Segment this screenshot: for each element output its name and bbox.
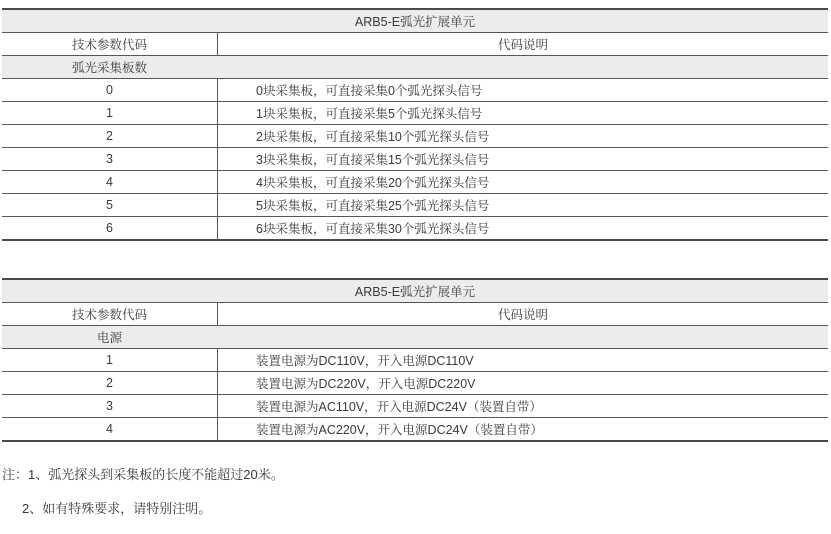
table-row <box>2 194 828 217</box>
column-header-code: 技术参数代码 <box>71 308 147 322</box>
code-cell: 3 <box>106 152 113 166</box>
table-row <box>2 372 828 395</box>
table-row <box>2 395 828 418</box>
code-cell: 1 <box>106 353 113 367</box>
code-cell: 4 <box>106 422 113 436</box>
section-label: 电源 <box>96 331 122 345</box>
table-section-row <box>2 56 828 79</box>
table-section-row <box>2 326 828 349</box>
code-cell: 1 <box>106 106 113 120</box>
code-cell: 5 <box>106 198 113 212</box>
description-cell: 0块采集板，可直接采集0个弧光探头信号 <box>217 79 828 101</box>
table-title: ARB5-E弧光扩展单元 <box>354 285 476 299</box>
description-cell: 2块采集板，可直接采集10个弧光探头信号 <box>217 125 828 147</box>
table-row <box>2 171 828 194</box>
table-row <box>2 148 828 171</box>
description-cell: 4块采集板，可直接采集20个弧光探头信号 <box>217 171 828 193</box>
column-header-description: 代码说明 <box>217 303 828 325</box>
table-row <box>2 125 828 148</box>
table-power-supply <box>2 278 828 442</box>
description-cell: 装置电源为DC220V，开入电源DC220V <box>217 372 828 394</box>
table-collection-boards <box>2 8 828 241</box>
table-title: ARB5-E弧光扩展单元 <box>354 15 476 29</box>
code-cell: 2 <box>106 376 113 390</box>
description-cell: 装置电源为DC110V，开入电源DC110V <box>217 349 828 371</box>
code-cell: 4 <box>106 175 113 189</box>
footnote-1 <box>2 464 284 483</box>
table-row <box>2 102 828 125</box>
table-row <box>2 418 828 441</box>
column-header-description: 代码说明 <box>217 33 828 55</box>
code-cell: 6 <box>106 221 113 235</box>
footnote-label: 注： <box>2 467 29 482</box>
table-row <box>2 217 828 240</box>
description-cell: 装置电源为AC110V，开入电源DC24V（装置自带） <box>217 395 828 417</box>
table-row <box>2 79 828 102</box>
table-header-row <box>2 303 828 326</box>
table-title-row <box>2 10 828 33</box>
code-cell: 3 <box>106 399 113 413</box>
column-header-code: 技术参数代码 <box>71 38 147 52</box>
code-cell: 2 <box>106 129 113 143</box>
description-cell: 5块采集板，可直接采集25个弧光探头信号 <box>217 194 828 216</box>
footnote-text: 2、如有特殊要求，请特别注明。 <box>22 501 212 516</box>
table-row <box>2 349 828 372</box>
table-title-row <box>2 280 828 303</box>
table-header-row <box>2 33 828 56</box>
code-cell: 0 <box>106 83 113 97</box>
section-label: 弧光采集板数 <box>71 61 147 75</box>
footnote-text: 1、弧光探头到采集板的长度不能超过20米。 <box>28 467 284 482</box>
footnote-2 <box>22 498 211 517</box>
description-cell: 6块采集板，可直接采集30个弧光探头信号 <box>217 217 828 239</box>
description-cell: 3块采集板，可直接采集15个弧光探头信号 <box>217 148 828 170</box>
description-cell: 1块采集板，可直接采集5个弧光探头信号 <box>217 102 828 124</box>
description-cell: 装置电源为AC220V，开入电源DC24V（装置自带） <box>217 418 828 440</box>
